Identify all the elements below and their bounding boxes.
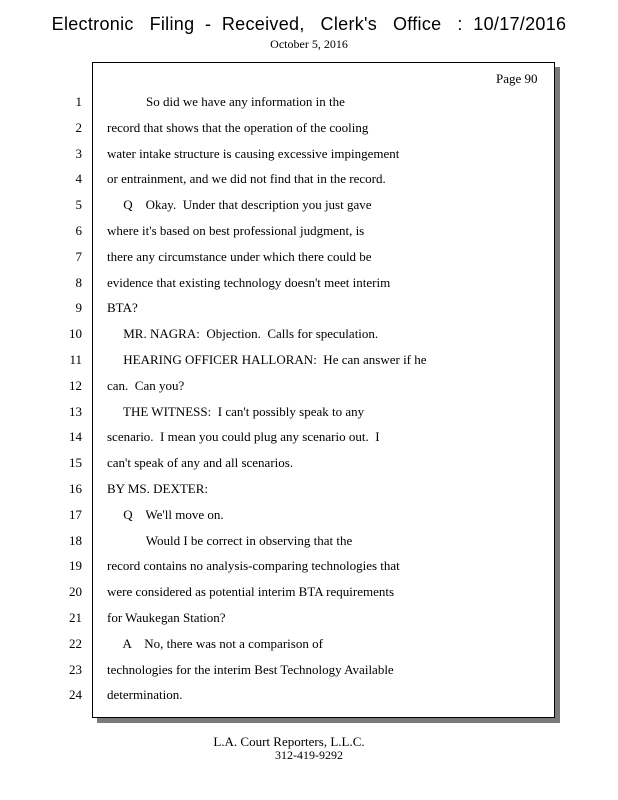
line-number: 23 (69, 661, 82, 677)
reporter-company: L.A. Court Reporters, L.L.C. (213, 734, 365, 749)
transcript-line (0, 506, 560, 524)
line-number: 11 (69, 352, 82, 367)
line-number: 20 (69, 584, 82, 600)
transcript-line (0, 480, 560, 498)
line-text: So did we have any information in the (107, 94, 345, 109)
line-number: 9 (75, 300, 82, 316)
line-number: 14 (69, 429, 82, 445)
line-number: 13 (69, 403, 82, 419)
line-number: 21 (69, 610, 82, 625)
transcript-line (0, 609, 560, 627)
line-text: MR. NAGRA: Objection. Calls for speculation. (107, 326, 379, 342)
line-text: determination. (107, 687, 183, 703)
line-text: HEARING OFFICER HALLORAN: He can answer if he (107, 352, 427, 367)
transcript-line (0, 583, 560, 601)
line-text: scenario. I mean you could plug any scenario out. I (107, 429, 380, 445)
transcript-line (0, 93, 560, 111)
line-text: were considered as potential interim BTA requirements (107, 584, 395, 600)
line-text: where it's based on best professional judgment, is (107, 223, 365, 238)
line-text: there any circumstance under which there could be (107, 248, 372, 264)
transcript-line (0, 170, 560, 188)
line-number: 17 (69, 506, 82, 522)
line-text: BY MS. DEXTER: (107, 481, 208, 496)
line-number: 18 (69, 532, 82, 548)
transcript-line (0, 635, 560, 653)
line-number: 5 (75, 197, 82, 213)
transcript-line (0, 248, 560, 266)
line-number: 6 (75, 223, 82, 238)
line-number: 8 (75, 274, 82, 290)
filing-stamp: Electronic Filing - Received, Clerk's Office : 10/17/2016 (51, 14, 567, 34)
transcript-line (0, 557, 560, 575)
page-number: Page 90 (496, 71, 538, 86)
line-text: can. Can you? (107, 377, 185, 393)
line-text: technologies for the interim Best Technology Available (107, 661, 394, 677)
line-text: record that shows that the operation of the cooling (107, 119, 369, 135)
transcript-line (0, 196, 560, 214)
line-number: 15 (69, 455, 82, 471)
line-text: BTA? (107, 300, 138, 316)
line-text: evidence that existing technology doesn't meet interim (107, 274, 391, 290)
transcript-line (0, 145, 560, 163)
reporter-phone: 312-419-9292 (275, 748, 343, 762)
transcript-line (0, 428, 560, 446)
line-number: 12 (69, 377, 82, 393)
transcript-line (0, 299, 560, 317)
transcript-line (0, 661, 560, 679)
transcript-line (0, 377, 560, 395)
line-number: 2 (75, 119, 82, 135)
transcript-line (0, 403, 560, 421)
line-text: Q Okay. Under that description you just gave (107, 197, 372, 213)
hearing-date: October 5, 2016 (270, 37, 348, 51)
line-text: Q We'll move on. (107, 506, 224, 522)
line-number: 3 (75, 145, 82, 161)
line-text: water intake structure is causing excessive impingement (107, 145, 400, 161)
transcript-line (0, 686, 560, 704)
transcript-line (0, 222, 560, 240)
line-number: 7 (75, 248, 82, 264)
line-text: A No, there was not a comparison of (107, 635, 323, 651)
transcript-line (0, 351, 560, 369)
line-text: record contains no analysis-comparing technologies that (107, 558, 400, 574)
transcript-line (0, 532, 560, 550)
line-text: for Waukegan Station? (107, 610, 226, 625)
transcript-line (0, 325, 560, 343)
line-number: 16 (69, 481, 82, 496)
transcript-line (0, 119, 560, 137)
line-number: 1 (75, 94, 82, 109)
line-text: Would I be correct in observing that the (107, 532, 353, 548)
line-text: or entrainment, and we did not find that in the record. (107, 171, 386, 187)
line-text: can't speak of any and all scenarios. (107, 455, 294, 471)
line-number: 22 (69, 635, 82, 651)
line-number: 24 (69, 687, 82, 703)
transcript-line (0, 454, 560, 472)
line-text: THE WITNESS: I can't possibly speak to any (107, 403, 365, 419)
transcript-line (0, 274, 560, 292)
line-number: 4 (75, 171, 82, 187)
line-number: 10 (69, 326, 82, 342)
line-number: 19 (69, 558, 82, 574)
